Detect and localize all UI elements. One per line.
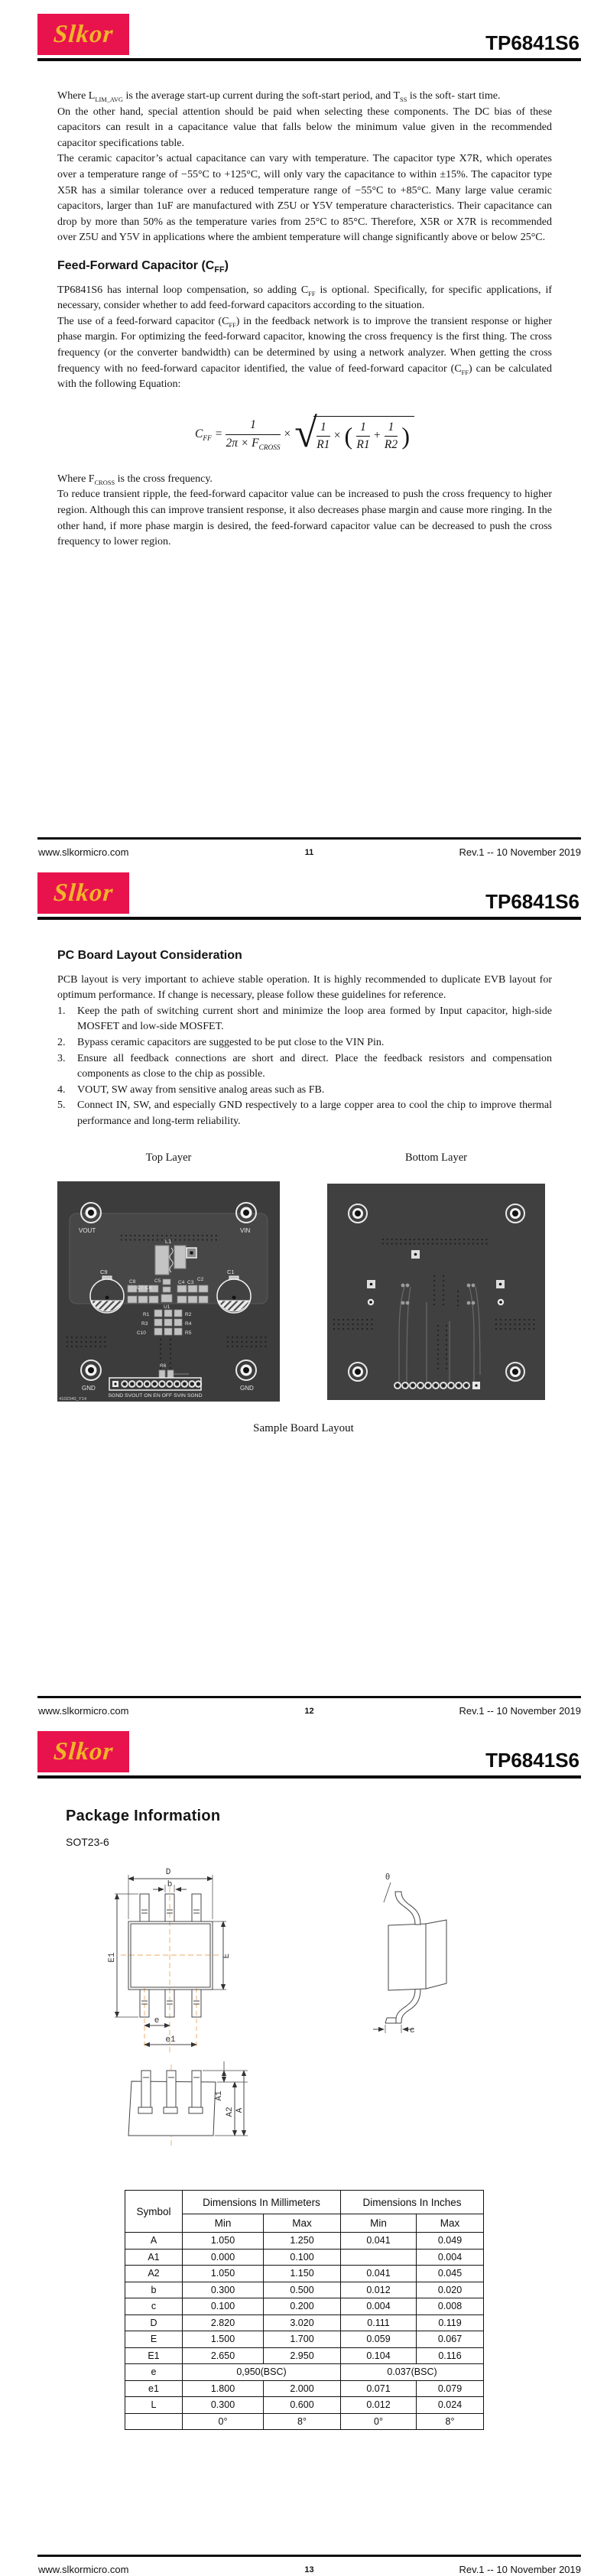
col-header-symbol: Symbol — [125, 2191, 183, 2233]
col-header-max: Max — [264, 2214, 341, 2233]
dim-theta-label: θ — [385, 1873, 391, 1882]
section-heading-pcb-layout: PC Board Layout Consideration — [57, 949, 242, 962]
dim-D-label: D — [165, 1868, 171, 1877]
table-cell: 1.500 — [183, 2331, 264, 2348]
table-cell: 8° — [417, 2413, 484, 2430]
page-footer — [37, 2555, 581, 2575]
table-cell: e1 — [125, 2380, 183, 2397]
section-heading-feed-forward: Feed-Forward Capacitor $(C_{FF})$ — [57, 258, 229, 275]
page-header — [37, 872, 581, 920]
col-header-min: Min — [341, 2214, 417, 2233]
table-cell: b — [125, 2282, 183, 2298]
document-title: TP6841S6 — [485, 1749, 579, 1772]
table-cell: 2.000 — [264, 2380, 341, 2397]
package-top-view — [115, 1875, 226, 2054]
pcb-bottom-layer-image — [327, 1184, 545, 1400]
table-row — [125, 2331, 484, 2348]
table-cell: 0.041 — [341, 2266, 417, 2282]
table-cell: 1.050 — [183, 2233, 264, 2250]
table-cell: c — [125, 2298, 183, 2315]
table-cell: 0° — [341, 2413, 417, 2430]
c7-label: C7 — [137, 1285, 144, 1291]
r6-label: R6 — [160, 1363, 167, 1369]
page-footer — [37, 1696, 581, 1717]
r2-label: R2 — [185, 1312, 192, 1317]
paragraph-soft-start: Where $L_{LIM\_AVG}$ is the average start-up current during the soft-start period, and $T_{SS}$ is the soft- start time. — [57, 90, 501, 103]
c10-label: C10 — [137, 1330, 146, 1336]
footer-site-link[interactable]: www.slkormicro.com — [38, 2564, 129, 2575]
document-title: TP6841S6 — [485, 890, 579, 913]
table-cell: 0.200 — [264, 2298, 341, 2315]
footer-site-link[interactable]: www.slkormicro.com — [38, 1705, 129, 1717]
table-cell: 0.004 — [417, 2249, 484, 2266]
dim-E-label: E — [222, 1953, 232, 1959]
dim-E1-label: E1 — [108, 1952, 117, 1963]
radical-sign-icon: √ — [294, 410, 317, 456]
col-header-mm: Dimensions In Millimeters — [183, 2191, 341, 2214]
table-cell: 0.012 — [341, 2282, 417, 2298]
footer-revision: Rev.1 -- 10 November 2019 — [459, 846, 581, 858]
table-row — [125, 2364, 484, 2381]
page-footer — [37, 837, 581, 858]
c9-label: C9 — [100, 1269, 108, 1275]
paragraph-dc-bias: On the other hand, special attention should be paid when selecting these components. The DC bias of these capacitors can result in a capacitance value that falls below the minimum value given in the recommended capacitor specifications table. — [57, 106, 552, 149]
table-cell: 0.049 — [417, 2233, 484, 2250]
guideline-item: 1. Keep the path of switching current short and minimize the loop area formed by Input capacitor, high-side MOSFET and low-side MOSFET. — [57, 1005, 552, 1033]
resistor-grid — [154, 1310, 182, 1335]
table-cell: 0.067 — [417, 2331, 484, 2348]
vin-label: VIN — [240, 1227, 251, 1234]
table-cell: A — [125, 2233, 183, 2250]
eq-fraction-1: $\frac{1}{2\pi \times F_{CROSS}}$ — [226, 418, 281, 452]
table-row — [125, 2315, 484, 2331]
section-heading-package: Package Information — [66, 1808, 221, 1824]
table-cell: 0.045 — [417, 2266, 484, 2282]
table-cell: 1.050 — [183, 2266, 264, 2282]
table-row — [125, 2298, 484, 2315]
table-cell: L — [125, 2397, 183, 2414]
table-cell: 0.600 — [264, 2397, 341, 2414]
table-cell: 0.111 — [341, 2315, 417, 2331]
footer-page-number: 12 — [304, 1707, 314, 1716]
table-cell: 0.012 — [341, 2397, 417, 2414]
table-cell: E1 — [125, 2347, 183, 2364]
package-front-view — [128, 2061, 248, 2146]
table-cell: 0.100 — [264, 2249, 341, 2266]
vout-label: VOUT — [79, 1227, 96, 1234]
table-cell: A1 — [125, 2249, 183, 2266]
paragraph-cff-use: The use of a feed-forward capacitor $(C_{FF})$ in the feedback network is to improve the transient response or higher phase margin. For optimizing the feed-forward capacitor, knowing the cross frequency is the first thing. The cross frequency (or the converter bandwidth) can be determined by using a network analyzer. When getting the cross frequency with no feed-forward capacitor identified, the value of feed-forward capacitor $(C_{FF})$ can be calculated with the following Equation: — [57, 315, 553, 391]
col-header-max: Max — [417, 2214, 484, 2233]
table-cell: 1.250 — [264, 2233, 341, 2250]
dim-A2-label: A2 — [226, 2107, 235, 2117]
header-rule — [37, 1775, 581, 1779]
table-cell: 8° — [264, 2413, 341, 2430]
dim-A1-label: A1 — [215, 2090, 224, 2101]
footer-page-number: 11 — [304, 848, 314, 857]
table-cell: 0.024 — [417, 2397, 484, 2414]
ic-u1 — [161, 1279, 172, 1302]
guideline-item: 5. Connect IN, SW, and especially GND respectively to a large copper area to cool the chip to improve thermal performance and long-term reliability. — [57, 1100, 552, 1127]
dim-c-label: c — [410, 2026, 415, 2035]
slkor-logo — [37, 1731, 129, 1772]
table-cell: D — [125, 2315, 183, 2331]
dimensions-table-body — [125, 2233, 484, 2430]
l1-label: L1 — [165, 1238, 172, 1245]
table-cell: 2.650 — [183, 2347, 264, 2364]
table-cell: 1.700 — [264, 2331, 341, 2348]
guideline-item: 2. Bypass ceramic capacitors are suggested to be put close to the VIN Pin. — [57, 1036, 385, 1048]
package-side-view — [373, 1882, 446, 2033]
page-header — [37, 14, 581, 61]
page1-content — [57, 89, 552, 551]
table-row — [125, 2413, 484, 2430]
table-cell: 0.000 — [183, 2249, 264, 2266]
table-row — [125, 2282, 484, 2298]
package-outline-drawing — [107, 1866, 466, 2149]
paragraph-transient: To reduce transient ripple, the feed-forward capacitor value can be increased to push the cross frequency to higher region. Although this can improve transient response, it also decreases phase margin and cause more ringing. In the other hand, if more phase margin is desired, the feed-forward capacitor value can be decreased to push the cross frequency to lower region. — [57, 489, 552, 548]
table-cell: 0.059 — [341, 2331, 417, 2348]
table-cell: 0.500 — [264, 2282, 341, 2298]
table-cell: 0.008 — [417, 2298, 484, 2315]
top-layer-label: Top Layer — [145, 1152, 192, 1164]
table-cell: 0.071 — [341, 2380, 417, 2397]
table-cell: 3.020 — [264, 2315, 341, 2331]
board-id-label: 4102340_Y14 — [59, 1397, 87, 1402]
pin-header-labels: SGND SVOUT ON EN OFF SVIN SGND — [108, 1393, 203, 1398]
table-cell: 0.300 — [183, 2397, 264, 2414]
table-cell: 0.037(BSC) — [341, 2364, 484, 2381]
table-row — [125, 2266, 484, 2282]
col-header-inch: Dimensions In Inches — [341, 2191, 484, 2214]
slkor-logo — [37, 872, 129, 914]
dimensions-table — [125, 2190, 484, 2430]
table-row — [125, 2249, 484, 2266]
r5-label: R5 — [185, 1330, 192, 1336]
guideline-item: 3. Ensure all feedback connections are short and direct. Place the feedback resistors and compensation components as close to the chip as possible. — [57, 1052, 552, 1080]
table-cell: 0.116 — [417, 2347, 484, 2364]
page2-content — [57, 948, 552, 1130]
c2-label: C2 — [197, 1277, 204, 1282]
table-cell: E — [125, 2331, 183, 2348]
header-rule — [37, 917, 581, 921]
table-cell: 2.820 — [183, 2315, 264, 2331]
gnd-right-label: GND — [240, 1385, 254, 1392]
table-row — [125, 2397, 484, 2414]
table-row — [125, 2347, 484, 2364]
footer-revision: Rev.1 -- 10 November 2019 — [459, 1705, 581, 1717]
c3-label: C3 — [187, 1280, 194, 1285]
table-cell: 1.800 — [183, 2380, 264, 2397]
table-row — [125, 2380, 484, 2397]
table-cell: 0.119 — [417, 2315, 484, 2331]
logo-text: Slkor — [52, 20, 115, 48]
eq-lhs: $C_{FF}$ — [194, 427, 212, 443]
table-cell: 0,950(BSC) — [183, 2364, 341, 2381]
table-cell: 0.041 — [341, 2233, 417, 2250]
table-cell: A2 — [125, 2266, 183, 2282]
dim-b-label: b — [167, 1880, 173, 1889]
table-cell — [125, 2413, 183, 2430]
table-row — [125, 2233, 484, 2250]
paragraph-pcb-intro: PCB layout is very important to achieve stable operation. It is highly recommended to duplicate EVB layout for optimum performance. If change is necessary, please follow these guidelines for reference. — [57, 973, 552, 1002]
u1-label: U1 — [164, 1304, 170, 1310]
c5-label: C5 — [154, 1278, 161, 1284]
paragraph-cff-optional: TP6841S6 has internal loop compensation, so adding $C_{FF}$ is optional. Specifically, for specific applications, if necessary, consider whether to add feed-forward capacitors according to the situation. — [57, 284, 552, 312]
table-cell: 0.300 — [183, 2282, 264, 2298]
eq-square-root: √ $\frac{1}{R1}$ × ( $\frac{1}{R1}$ + $\frac{1}{R2}$ ) — [294, 416, 414, 453]
r1-label: R1 — [143, 1312, 150, 1317]
table-cell: 0.104 — [341, 2347, 417, 2364]
dim-e1-label: e1 — [165, 2035, 176, 2045]
footer-page-number: 13 — [304, 2565, 314, 2574]
table-cell: 0.079 — [417, 2380, 484, 2397]
paragraph-ceramic: The ceramic capacitor’s actual capacitance can vary with temperature. The capacitor type X7R, which operates over a temperature range of −55°C to +125°C, will only vary the capacitance to within ±15%. The capacitor type X5R has a similar tolerance over a reduced temperature range of −55°C to +85°C. Many large value ceramic capacitors, larger than 1uF are manufactured with Z5U or Y5V temperature characteristics. Their capacitance can drop by more than 50% as the temperature varies from 25°C to 85°C. Therefore, X5R or X7R is recommended over Z5U and Y5V in applications where the ambient temperature will change significantly above or below 25°C. — [57, 153, 552, 244]
c6-label: C6 — [145, 1285, 152, 1291]
gnd-left-label: GND — [82, 1385, 96, 1392]
logo-text: Slkor — [52, 879, 115, 907]
test-pad — [187, 1248, 196, 1258]
bottom-layer-label: Bottom Layer — [405, 1152, 467, 1164]
c4-label: C4 — [178, 1280, 185, 1285]
table-cell: e — [125, 2364, 183, 2381]
package-type-label: SOT23-6 — [66, 1836, 109, 1848]
board-caption: Sample Board Layout — [253, 1422, 354, 1434]
table-cell: 0.100 — [183, 2298, 264, 2315]
table-cell: 0.020 — [417, 2282, 484, 2298]
table-cell: 2.950 — [264, 2347, 341, 2364]
footer-site-link[interactable]: www.slkormicro.com — [38, 846, 129, 858]
c8-label: C8 — [129, 1279, 136, 1285]
pcb-top-layer-image — [57, 1181, 280, 1402]
c1-label: C1 — [227, 1269, 235, 1275]
dim-e-label: e — [154, 2016, 160, 2025]
page-header — [37, 1731, 581, 1779]
cff-equation: $C_{FF}$ = $\frac{1}{2\pi \times F_{CROSS}}$ × √ $\frac{1}{R1}$ × ( $\frac{1}{R1}$ + $\frac{1}{R2}$ ) — [57, 416, 552, 453]
slkor-logo — [37, 14, 129, 55]
paragraph-fcross: Where $F_{CROSS}$ is the cross frequency. — [57, 473, 213, 486]
r3-label: R3 — [141, 1321, 148, 1327]
footer-revision: Rev.1 -- 10 November 2019 — [459, 2564, 581, 2575]
dim-A-label: A — [235, 2107, 245, 2113]
logo-text: Slkor — [52, 1737, 115, 1766]
table-cell: 0.004 — [341, 2298, 417, 2315]
r4-label: R4 — [185, 1321, 192, 1327]
header-rule — [37, 58, 581, 62]
table-cell — [341, 2249, 417, 2266]
table-cell: 0° — [183, 2413, 264, 2430]
table-cell: 1.150 — [264, 2266, 341, 2282]
guideline-item: 4. VOUT, SW away from sensitive analog areas such as FB. — [57, 1083, 325, 1096]
document-title: TP6841S6 — [485, 31, 579, 54]
col-header-min: Min — [183, 2214, 264, 2233]
